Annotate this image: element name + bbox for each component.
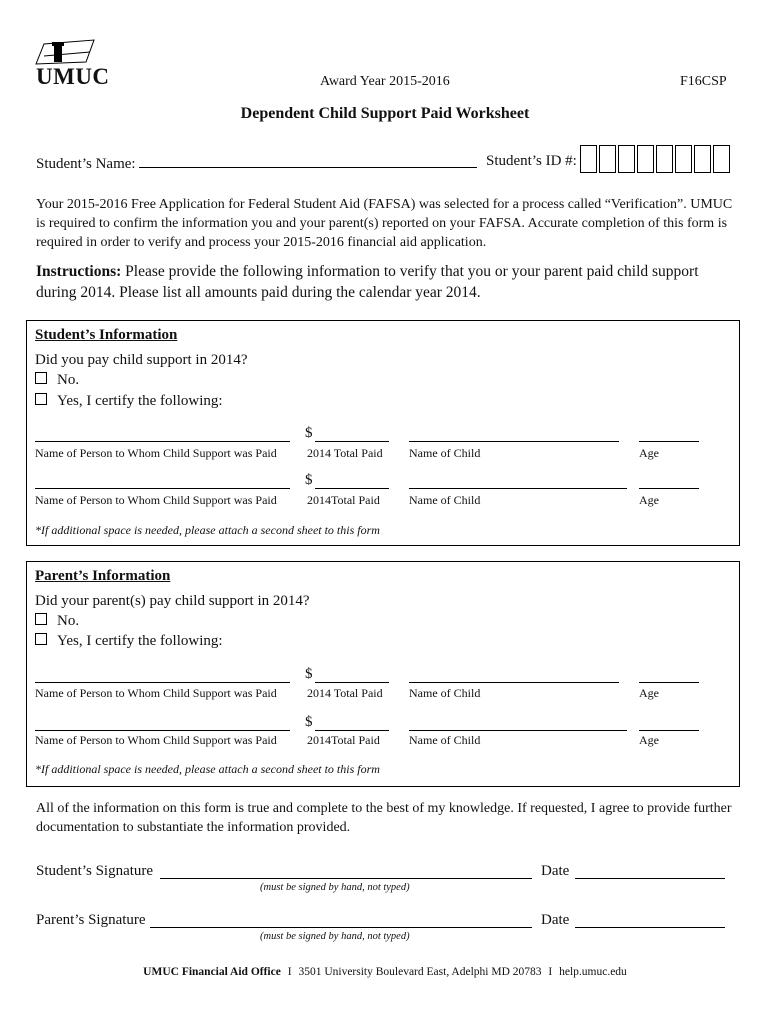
certification-statement: All of the information on this form is true and complete to the best of my knowledge. If requested, I agree to provide further documentation to substantiate the information provided. <box>36 801 732 835</box>
dollar-sign: $ <box>305 425 313 441</box>
col-total-label: 2014Total Paid <box>307 493 380 507</box>
instructions <box>36 261 736 303</box>
child-name-field[interactable] <box>409 716 627 731</box>
student-info-section <box>26 320 740 546</box>
col-total-label: 2014Total Paid <box>307 733 380 747</box>
student-name-row <box>36 153 477 173</box>
footer-separator: I <box>548 966 553 978</box>
form-code: F16CSP <box>680 74 727 89</box>
id-digit-box[interactable] <box>580 145 597 173</box>
award-year: Award Year 2015-2016 <box>320 74 450 89</box>
child-name-field[interactable] <box>409 474 627 489</box>
col-age-label: Age <box>639 733 659 747</box>
payee-name-field[interactable] <box>35 716 290 731</box>
parent-section-title: Parent’s Information <box>35 568 171 584</box>
dollar-sign: $ <box>305 472 313 488</box>
parent-info-section <box>26 561 740 787</box>
col-age-label: Age <box>639 493 659 507</box>
additional-space-note: *If additional space is needed, please attach a second sheet to this form <box>35 523 380 537</box>
id-digit-box[interactable] <box>713 145 730 173</box>
payee-name-field[interactable] <box>35 668 290 683</box>
payee-name-field[interactable] <box>35 474 290 489</box>
intro-paragraph: Your 2015-2016 Free Application for Federal Student Aid (FAFSA) was selected for a process called “Verification”. UMUC is required to confirm the information you and your parent(s) reported on your FAFSA. Accurate completion of this form is required in order to verify and process your 2015-2016 financial aid application. <box>36 197 733 250</box>
id-digit-box[interactable] <box>618 145 635 173</box>
student-section-title: Student’s Information <box>35 327 178 343</box>
parent-hand-note: (must be signed by hand, not typed) <box>260 931 410 942</box>
total-paid-field[interactable] <box>315 668 389 683</box>
checkbox[interactable] <box>35 372 47 384</box>
student-name-field[interactable] <box>139 153 477 168</box>
checkbox[interactable] <box>35 393 47 405</box>
col-child-label: Name of Child <box>409 686 481 700</box>
col-payee-label: Name of Person to Whom Child Support was Paid <box>35 446 277 460</box>
col-payee-label: Name of Person to Whom Child Support was Paid <box>35 493 277 507</box>
child-name-field[interactable] <box>409 668 619 683</box>
student-option-yes[interactable]: Yes, I certify the following: <box>35 393 223 410</box>
additional-space-note: *If additional space is needed, please attach a second sheet to this form <box>35 762 380 776</box>
student-id-label: Student’s ID #: <box>486 153 577 169</box>
page-title: Dependent Child Support Paid Worksheet <box>240 105 530 122</box>
footer-office: UMUC Financial Aid Office <box>143 966 281 978</box>
col-child-label: Name of Child <box>409 446 481 460</box>
parent-question: Did your parent(s) pay child support in 2014? <box>35 593 310 609</box>
student-date-label: Date <box>541 863 570 879</box>
id-digit-box[interactable] <box>675 145 692 173</box>
col-payee-label: Name of Person to Whom Child Support was Paid <box>35 733 277 747</box>
col-child-label: Name of Child <box>409 493 481 507</box>
dollar-sign: $ <box>305 714 313 730</box>
col-age-label: Age <box>639 446 659 460</box>
id-digit-box[interactable] <box>637 145 654 173</box>
student-signature-field[interactable] <box>160 863 532 879</box>
student-hand-note: (must be signed by hand, not typed) <box>260 882 410 893</box>
parent-option-yes[interactable]: Yes, I certify the following: <box>35 633 223 650</box>
parent-signature-label: Parent’s Signature <box>36 912 146 928</box>
footer-separator: I <box>287 966 292 978</box>
instructions-label: Instructions: <box>36 263 122 280</box>
total-paid-field[interactable] <box>315 716 389 731</box>
instructions-text: Please provide the following information to verify that you or your parent paid child support during 2014. Please list all amounts paid during the calendar year 2014. <box>36 263 699 301</box>
payee-name-field[interactable] <box>35 427 290 442</box>
student-date-field[interactable] <box>575 863 725 879</box>
parent-signature-field[interactable] <box>150 912 532 928</box>
col-total-label: 2014 Total Paid <box>307 686 383 700</box>
id-digit-box[interactable] <box>599 145 616 173</box>
checkbox[interactable] <box>35 613 47 625</box>
dollar-sign: $ <box>305 666 313 682</box>
checkbox[interactable] <box>35 633 47 645</box>
footer <box>0 966 770 978</box>
col-payee-label: Name of Person to Whom Child Support was Paid <box>35 686 277 700</box>
total-paid-field[interactable] <box>315 427 389 442</box>
id-digit-box[interactable] <box>694 145 711 173</box>
child-age-field[interactable] <box>639 474 699 489</box>
student-question: Did you pay child support in 2014? <box>35 352 248 368</box>
parent-option-no[interactable]: No. <box>35 613 79 630</box>
student-name-label: Student’s Name: <box>36 156 136 172</box>
student-option-no[interactable]: No. <box>35 372 79 389</box>
parent-date-field[interactable] <box>575 912 725 928</box>
col-child-label: Name of Child <box>409 733 481 747</box>
child-name-field[interactable] <box>409 427 619 442</box>
footer-link[interactable]: help.umuc.edu <box>559 966 627 978</box>
child-age-field[interactable] <box>639 668 699 683</box>
umuc-logo: UMUC <box>36 64 110 89</box>
child-age-field[interactable] <box>639 716 699 731</box>
student-signature-label: Student’s Signature <box>36 863 154 879</box>
col-total-label: 2014 Total Paid <box>307 446 383 460</box>
student-id-field[interactable] <box>580 145 732 173</box>
parent-date-label: Date <box>541 912 570 928</box>
child-age-field[interactable] <box>639 427 699 442</box>
total-paid-field[interactable] <box>315 474 389 489</box>
student-id-row <box>486 153 577 170</box>
id-digit-box[interactable] <box>656 145 673 173</box>
footer-address: 3501 University Boulevard East, Adelphi MD 20783 <box>298 966 542 978</box>
col-age-label: Age <box>639 686 659 700</box>
